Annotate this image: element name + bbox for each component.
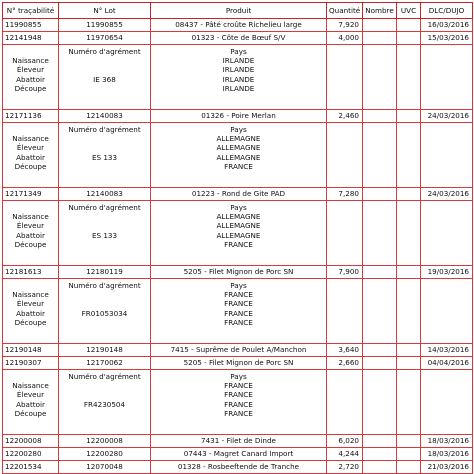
quantity: 4,000 bbox=[327, 32, 363, 45]
agrement-number: FR01053034 bbox=[81, 308, 128, 318]
country-cell bbox=[151, 45, 327, 110]
header-produit: Produit bbox=[151, 3, 327, 19]
country-name: IRLANDE bbox=[222, 74, 255, 84]
country-cell bbox=[151, 123, 327, 188]
stage-label: Abattoir bbox=[16, 152, 45, 162]
lot-number: 12200280 bbox=[59, 448, 151, 461]
empty-cell bbox=[363, 201, 397, 266]
nombre-cell bbox=[363, 435, 397, 448]
country-name: FRANCE bbox=[224, 161, 253, 171]
dlc-date: 24/03/2016 bbox=[421, 110, 473, 123]
quantity: 6,020 bbox=[327, 435, 363, 448]
quantity: 7,280 bbox=[327, 188, 363, 201]
country-name: ALLEMAGNE bbox=[216, 143, 261, 153]
stage-label: Éleveur bbox=[16, 65, 45, 75]
trace-number: 12171349 bbox=[3, 188, 59, 201]
product-name: 01323 - Côte de Bœuf S/V bbox=[151, 32, 327, 45]
pays-label: Pays bbox=[230, 125, 247, 134]
country-name: FRANCE bbox=[224, 299, 253, 309]
table-body bbox=[3, 19, 473, 474]
lot-number: 12180119 bbox=[59, 266, 151, 279]
country-name: FRANCE bbox=[224, 399, 253, 409]
stage-labels bbox=[3, 201, 59, 266]
agrement-number: ES 133 bbox=[91, 152, 118, 162]
product-name: 7431 - Filet de Dinde bbox=[151, 435, 327, 448]
stage-labels bbox=[3, 45, 59, 110]
nombre-cell bbox=[363, 188, 397, 201]
lot-number: 12140083 bbox=[59, 110, 151, 123]
product-name: 01326 - Poire Merlan bbox=[151, 110, 327, 123]
product-name: 5205 - Filet Mignon de Porc SN bbox=[151, 266, 327, 279]
lot-number: 11970654 bbox=[59, 32, 151, 45]
trace-number: 12190148 bbox=[3, 344, 59, 357]
quantity: 2,720 bbox=[327, 461, 363, 474]
uvc-cell bbox=[397, 110, 421, 123]
trace-number: 11990855 bbox=[3, 19, 59, 32]
trace-number: 12200280 bbox=[3, 448, 59, 461]
country-name: IRLANDE bbox=[222, 56, 255, 66]
origin-row bbox=[3, 123, 473, 188]
empty-cell bbox=[421, 279, 473, 344]
stage-label: Découpe bbox=[14, 239, 47, 249]
stage-label: Naissance bbox=[12, 134, 49, 144]
country-name: FRANCE bbox=[224, 308, 253, 318]
empty-cell bbox=[421, 45, 473, 110]
dlc-date: 14/03/2016 bbox=[421, 344, 473, 357]
stage-label: Éleveur bbox=[16, 221, 45, 231]
empty-cell bbox=[397, 370, 421, 435]
lot-number: 12200008 bbox=[59, 435, 151, 448]
nombre-cell bbox=[363, 357, 397, 370]
table-row bbox=[3, 32, 473, 45]
agrement-cell bbox=[59, 45, 151, 110]
empty-cell bbox=[397, 201, 421, 266]
agrement-label: Numéro d'agrément bbox=[68, 372, 141, 381]
pays-label: Pays bbox=[230, 203, 247, 212]
country-name: FRANCE bbox=[224, 408, 253, 418]
table-row bbox=[3, 266, 473, 279]
pays-label: Pays bbox=[230, 47, 247, 56]
agrement-cell bbox=[59, 123, 151, 188]
agrement-cell bbox=[59, 201, 151, 266]
agrement-label: Numéro d'agrément bbox=[68, 203, 141, 212]
uvc-cell bbox=[397, 448, 421, 461]
nombre-cell bbox=[363, 110, 397, 123]
uvc-cell bbox=[397, 32, 421, 45]
agrement-cell bbox=[59, 370, 151, 435]
quantity: 2,660 bbox=[327, 357, 363, 370]
origin-row bbox=[3, 201, 473, 266]
country-name: IRLANDE bbox=[222, 65, 255, 75]
empty-cell bbox=[421, 123, 473, 188]
country-name: ALLEMAGNE bbox=[216, 152, 261, 162]
nombre-cell bbox=[363, 344, 397, 357]
country-name: ALLEMAGNE bbox=[216, 221, 261, 231]
stage-label: Naissance bbox=[12, 381, 49, 391]
trace-number: 12201534 bbox=[3, 461, 59, 474]
uvc-cell bbox=[397, 461, 421, 474]
country-cell bbox=[151, 370, 327, 435]
stage-label: Découpe bbox=[14, 317, 47, 327]
nombre-cell bbox=[363, 461, 397, 474]
stage-labels bbox=[3, 279, 59, 344]
header-tracabilite: N° traçabilité bbox=[3, 3, 59, 19]
stage-label: Naissance bbox=[12, 290, 49, 300]
uvc-cell bbox=[397, 344, 421, 357]
stage-label: Découpe bbox=[14, 161, 47, 171]
country-name: FRANCE bbox=[224, 290, 253, 300]
nombre-cell bbox=[363, 448, 397, 461]
table-row bbox=[3, 188, 473, 201]
stage-label: Abattoir bbox=[16, 308, 45, 318]
product-name: 01328 - Rosbeeftende de Tranche bbox=[151, 461, 327, 474]
table-row bbox=[3, 448, 473, 461]
empty-cell bbox=[327, 45, 363, 110]
header-lot: N° Lot bbox=[59, 3, 151, 19]
nombre-cell bbox=[363, 32, 397, 45]
header-nombre: Nombre bbox=[363, 3, 397, 19]
header-quantite: Quantité bbox=[327, 3, 363, 19]
product-name: 5205 - Filet Mignon de Porc SN bbox=[151, 357, 327, 370]
trace-number: 12141948 bbox=[3, 32, 59, 45]
lot-number: 12190148 bbox=[59, 344, 151, 357]
country-name: FRANCE bbox=[224, 381, 253, 391]
table-row bbox=[3, 110, 473, 123]
empty-cell bbox=[363, 279, 397, 344]
nombre-cell bbox=[363, 266, 397, 279]
stage-label: Éleveur bbox=[16, 390, 45, 400]
country-name: ALLEMAGNE bbox=[216, 230, 261, 240]
agrement-label: Numéro d'agrément bbox=[68, 47, 141, 56]
dlc-date: 15/03/2016 bbox=[421, 32, 473, 45]
product-name: 7415 - Suprême de Poulet A/Manchon bbox=[151, 344, 327, 357]
empty-cell bbox=[363, 123, 397, 188]
quantity: 4,244 bbox=[327, 448, 363, 461]
uvc-cell bbox=[397, 19, 421, 32]
stage-labels bbox=[3, 370, 59, 435]
header-uvc: UVC bbox=[397, 3, 421, 19]
dlc-date: 24/03/2016 bbox=[421, 188, 473, 201]
table-row bbox=[3, 357, 473, 370]
stage-label: Naissance bbox=[12, 212, 49, 222]
nombre-cell bbox=[363, 19, 397, 32]
stage-labels bbox=[3, 123, 59, 188]
stage-label: Naissance bbox=[12, 56, 49, 66]
country-name: FRANCE bbox=[224, 390, 253, 400]
dlc-date: 19/03/2016 bbox=[421, 266, 473, 279]
traceability-table bbox=[2, 2, 473, 474]
agrement-number: IE 368 bbox=[93, 74, 116, 84]
empty-cell bbox=[363, 45, 397, 110]
empty-cell bbox=[327, 123, 363, 188]
dlc-date: 16/03/2016 bbox=[421, 19, 473, 32]
table-row bbox=[3, 435, 473, 448]
trace-number: 12181613 bbox=[3, 266, 59, 279]
quantity: 7,920 bbox=[327, 19, 363, 32]
stage-label: Abattoir bbox=[16, 230, 45, 240]
dlc-date: 18/03/2016 bbox=[421, 448, 473, 461]
agrement-number: ES 133 bbox=[91, 230, 118, 240]
dlc-date: 04/04/2016 bbox=[421, 357, 473, 370]
stage-label: Éleveur bbox=[16, 143, 45, 153]
empty-cell bbox=[421, 370, 473, 435]
traceability-document bbox=[2, 2, 472, 474]
lot-number: 12140083 bbox=[59, 188, 151, 201]
dlc-date: 21/03/2016 bbox=[421, 461, 473, 474]
uvc-cell bbox=[397, 435, 421, 448]
stage-label: Éleveur bbox=[16, 299, 45, 309]
trace-number: 12190307 bbox=[3, 357, 59, 370]
stage-label: Découpe bbox=[14, 408, 47, 418]
origin-row bbox=[3, 370, 473, 435]
country-cell bbox=[151, 279, 327, 344]
product-name: 08437 - Pâté croûte Richelieu large bbox=[151, 19, 327, 32]
empty-cell bbox=[397, 45, 421, 110]
uvc-cell bbox=[397, 266, 421, 279]
empty-cell bbox=[397, 123, 421, 188]
country-cell bbox=[151, 201, 327, 266]
stage-label: Abattoir bbox=[16, 399, 45, 409]
stage-label: Abattoir bbox=[16, 74, 45, 84]
header-row bbox=[3, 3, 473, 19]
stage-label: Découpe bbox=[14, 83, 47, 93]
country-name: ALLEMAGNE bbox=[216, 134, 261, 144]
product-name: 01223 - Rond de Gite PAD bbox=[151, 188, 327, 201]
quantity: 7,900 bbox=[327, 266, 363, 279]
empty-cell bbox=[397, 279, 421, 344]
uvc-cell bbox=[397, 188, 421, 201]
header-dlc: DLC/DUJO bbox=[421, 3, 473, 19]
pays-label: Pays bbox=[230, 372, 247, 381]
empty-cell bbox=[327, 370, 363, 435]
country-name: IRLANDE bbox=[222, 83, 255, 93]
agrement-cell bbox=[59, 279, 151, 344]
product-name: 07443 - Magret Canard Import bbox=[151, 448, 327, 461]
empty-cell bbox=[363, 370, 397, 435]
agrement-label: Numéro d'agrément bbox=[68, 281, 141, 290]
table-row bbox=[3, 344, 473, 357]
trace-number: 12171136 bbox=[3, 110, 59, 123]
lot-number: 11990855 bbox=[59, 19, 151, 32]
table-row bbox=[3, 461, 473, 474]
uvc-cell bbox=[397, 357, 421, 370]
pays-label: Pays bbox=[230, 281, 247, 290]
country-name: FRANCE bbox=[224, 239, 253, 249]
agrement-number: FR4230504 bbox=[83, 399, 126, 409]
table-row bbox=[3, 19, 473, 32]
country-name: ALLEMAGNE bbox=[216, 212, 261, 222]
quantity: 2,460 bbox=[327, 110, 363, 123]
origin-row bbox=[3, 45, 473, 110]
trace-number: 12200008 bbox=[3, 435, 59, 448]
empty-cell bbox=[327, 201, 363, 266]
quantity: 3,640 bbox=[327, 344, 363, 357]
lot-number: 12070048 bbox=[59, 461, 151, 474]
lot-number: 12170062 bbox=[59, 357, 151, 370]
agrement-label: Numéro d'agrément bbox=[68, 125, 141, 134]
empty-cell bbox=[421, 201, 473, 266]
country-name: FRANCE bbox=[224, 317, 253, 327]
empty-cell bbox=[327, 279, 363, 344]
dlc-date: 18/03/2016 bbox=[421, 435, 473, 448]
origin-row bbox=[3, 279, 473, 344]
